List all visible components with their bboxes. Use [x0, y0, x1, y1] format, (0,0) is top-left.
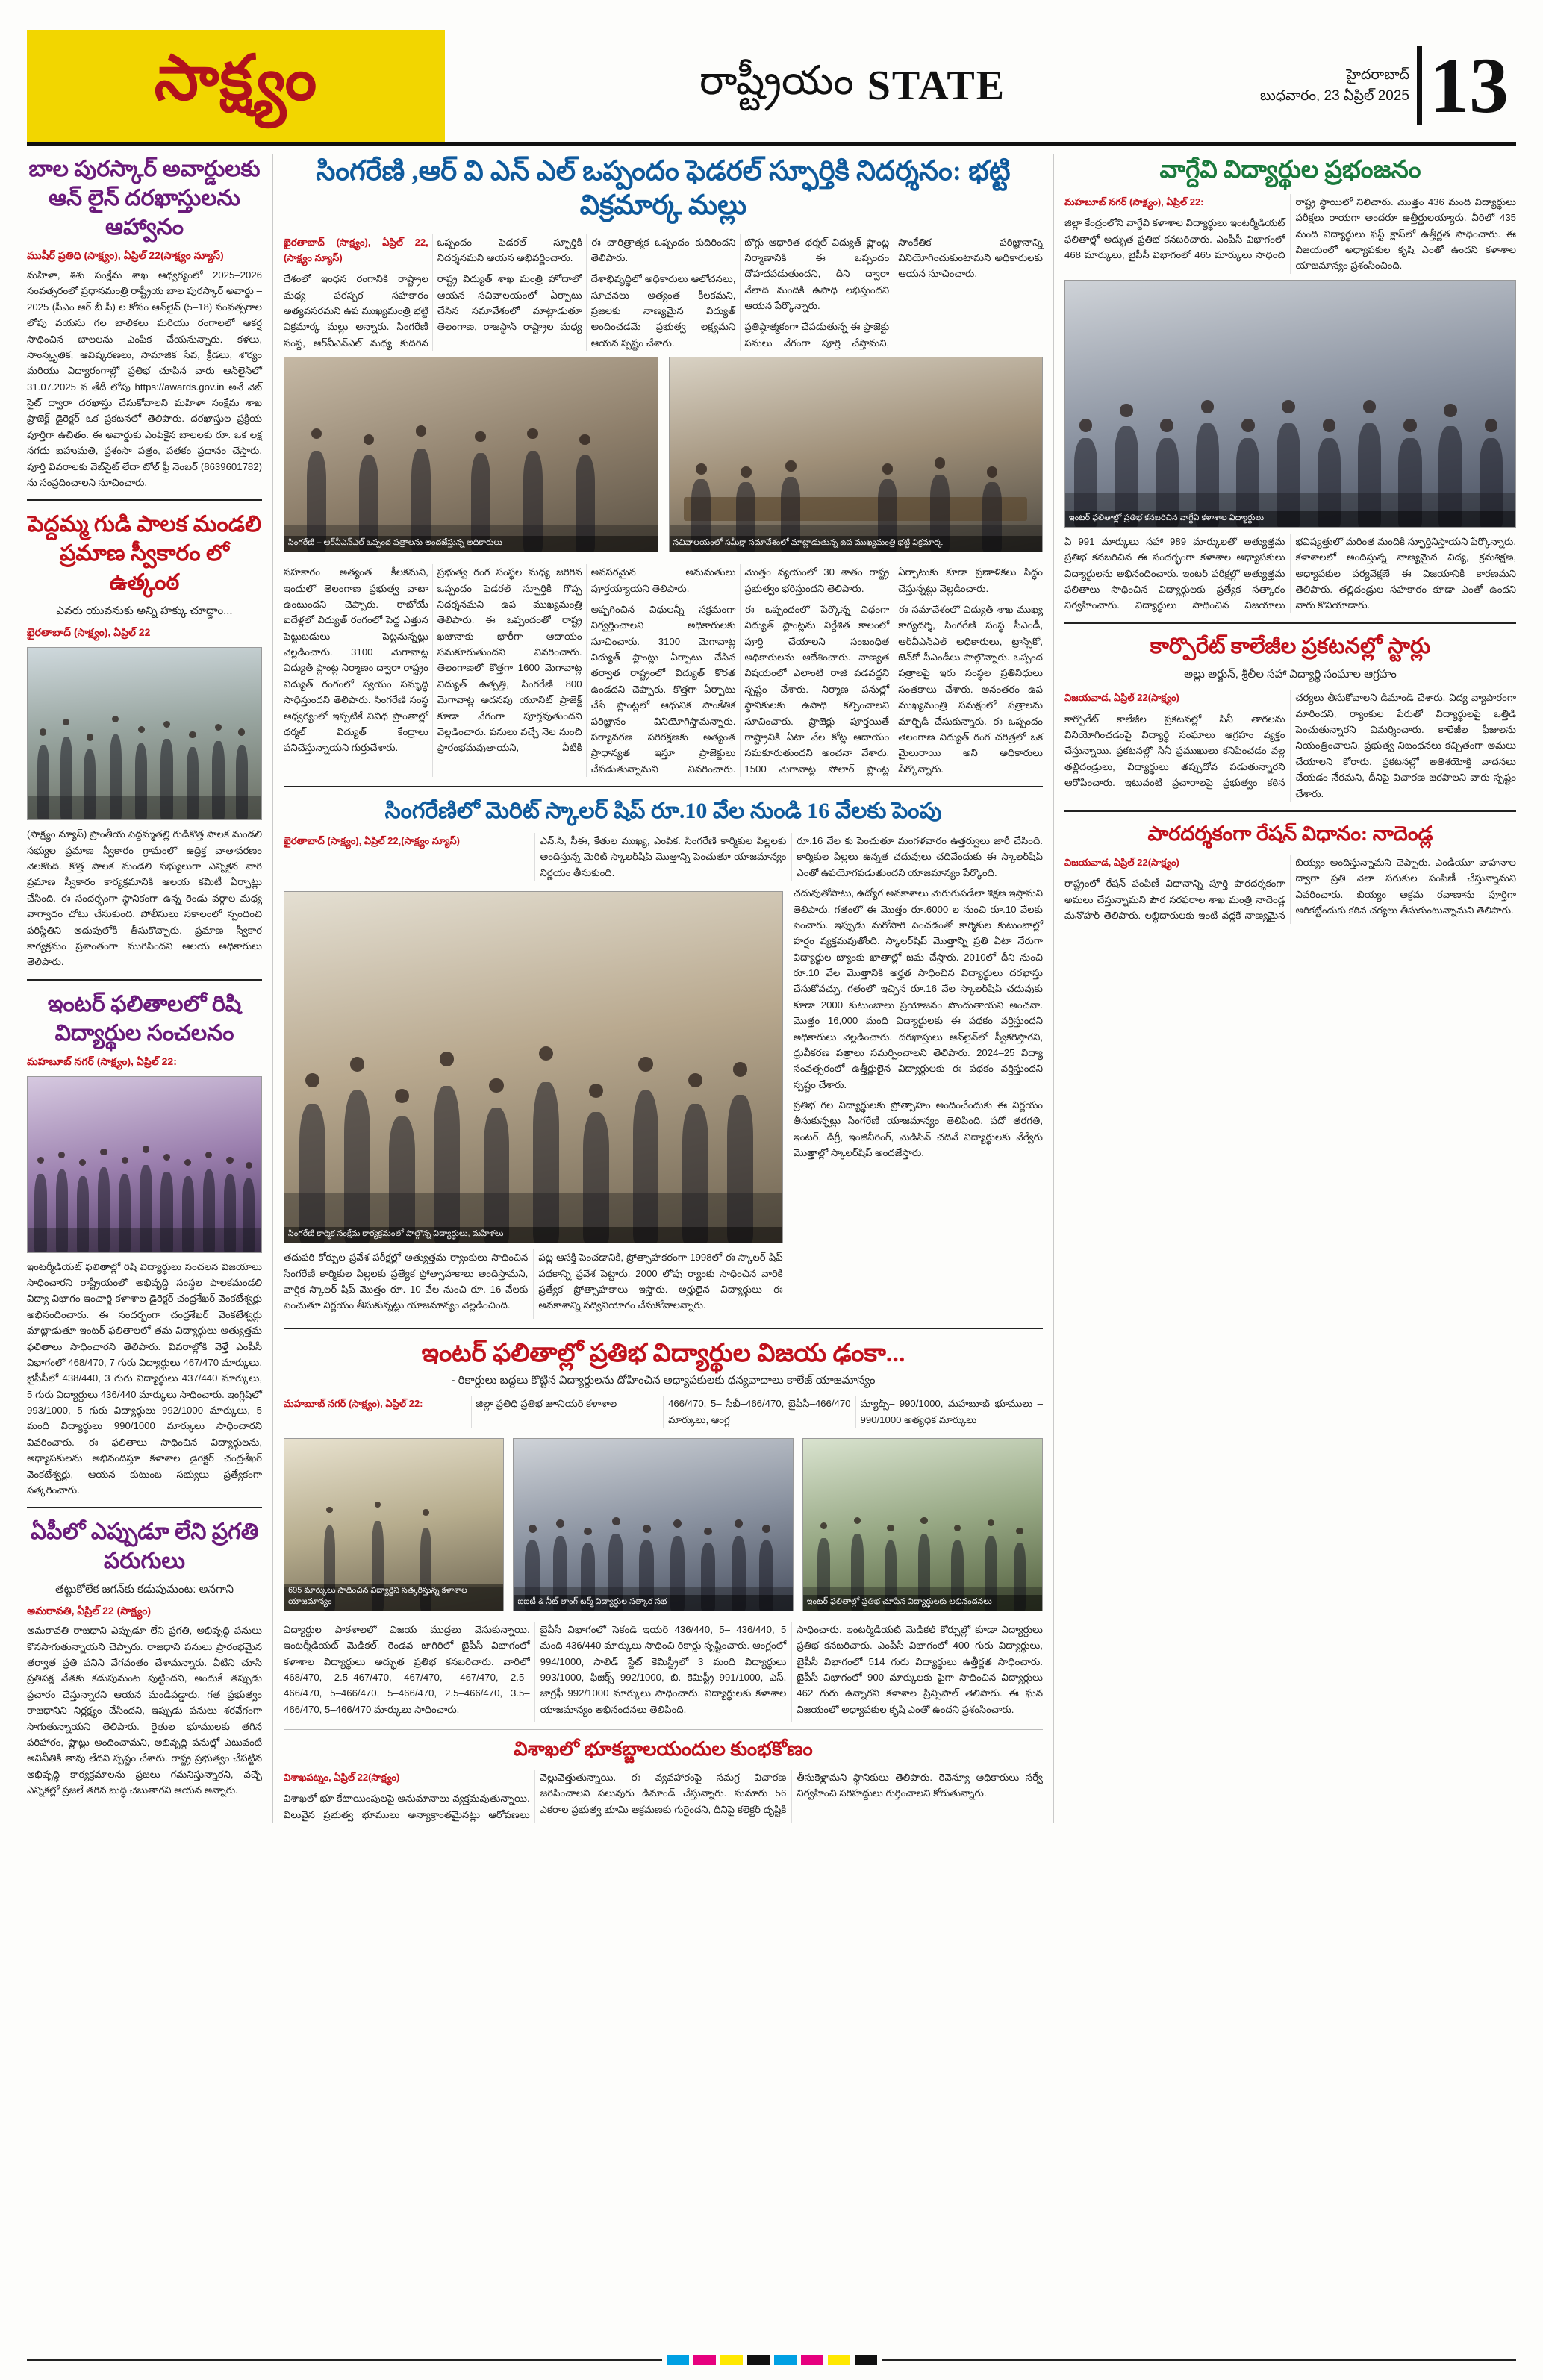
vizag-text: విశాఖలో భూ కేటాయింపులపై అనుమానాలు వ్యక్తమవుతున్నాయి. విలువైన ప్రభుత్వ భూములు అన్యాక్రాంతమైనట్లు ఆరోపణలు వెల్లువెత్తుతున్నాయి. ఈ వ్యవహారంపై సమగ్ర విచారణ జరిపించాలని పలువురు డిమాండ్ చేస్తున్నారు. సుమారు 56 ఎకరాల ప్రభుత్వ భూమి ఆక్రమణకు గురైందని, దీనిపై కలెక్టర్ దృష్టికి తీసుకెళ్లామని స్థానికులు తెలిపారు. రెవెన్యూ అధికారులు సర్వే నిర్వహించి సరిహద్దులు గుర్తించాలని కోరుతున్నారు. — [284, 1771, 1043, 1820]
story-headline: కార్పొరేట్ కాలేజీల ప్రకటనల్లో స్టార్లు — [1150, 634, 1431, 658]
story-headline: పారదర్శకంగా రేషన్ విధానం: నాదెండ్ల — [1147, 822, 1433, 845]
lead-intro-5: ప్రతిష్ఠాత్మకంగా చేపడుతున్న ఈ ప్రాజెక్టు పనులు వేగంగా పూర్తి చేస్తామని, సాంకేతిక పరిజ్ఞానాన్ని వినియోగించుకుంటామని అధికారులకు ఆయన సూచించారు. — [744, 236, 1043, 349]
lead-headline: సింగరేణి ,ఆర్ వి ఎన్ ఎల్ ఒప్పందం ఫెడరల్ స్ఫూర్తికి నిదర్శనం: భట్టి విక్రమార్క మల్లు — [316, 156, 1011, 222]
corporate-text: కార్పొరేట్ కాలేజీల ప్రకటనల్లో సినీ తారలను వినియోగించడంపై విద్యార్థి సంఘాలు ఆగ్రహం వ్యక్తం చేస్తున్నాయి. ప్రకటనల్లో సినీ ప్రముఖులు కనిపించడం వల్ల తల్లిదండ్రులు, విద్యార్థులు తప్పుదోవ పడుతున్నారని ఆరోపించారు. ఇటువంటి ప్రచారాలపై ప్రభుత్వం కఠిన చర్యలు తీసుకోవాలని డిమాండ్ చేశారు. విద్య వ్యాపారంగా మారిందని, ర్యాంకుల పేరుతో విద్యార్థులపై ఒత్తిడి పెంచుతున్నారని విమర్శించారు. కాలేజీల ఫీజులను నియంత్రించాలని, ప్రభుత్వ నిబంధనలు కచ్చితంగా అమలు చేయాలని కోరారు. ప్రకటనల్లో అతిశయోక్తి వాదనలు చేయడం నేరమని, దీనిపై విచారణ జరపాలని వారు స్పష్టం చేశారు. — [1064, 692, 1516, 799]
scholarship-intro-1: ఎన్.సి, సీఈ, కేతుల ముఖ్య, ఎంపిక. సింగరేణి కార్మికుల పిల్లలకు అందిస్తున్న మెరిట్ స్కాలర్‌షిప్ మొత్తాన్ని పెంచుతూ యాజమాన్యం నిర్ణయం తీసుకుంది. — [540, 835, 787, 878]
story-byline: విశాఖపట్నం, ఏప్రిల్ 22(సాక్ష్యం) — [284, 1771, 400, 1783]
story-body: (సాక్ష్యం న్యూస్) ప్రాంతీయ పెద్దమ్మతల్లి గుడికొత్త పాలక మండలి సభ్యుల ప్రమాణ స్వీకారం గ్రామంలో ఉద్రిక్త వాతావరణం నెలకొంది. కొత్త పాలక మండలి సభ్యులుగా ఎన్నికైన వారి ప్రమాణ స్వీకారం కార్యక్రమానికి ఆలయ కమిటీ ఏర్పాట్లు చేసింది. ఈ సందర్భంగా స్థానికంగా ఉన్న రెండు వర్గాల మధ్య వాగ్వాదం చోటు చేసుకుంది. పోలీసులు సకాలంలో స్పందించి పరిస్థితిని అదుపులోకి తీసుకొచ్చారు. ప్రమాణ స్వీకార కార్యక్రమం ప్రశాంతంగా ముగిసిందని ఆలయ అధికారులు తెలిపారు. — [27, 828, 262, 968]
lead-body-3: అప్పగించిన విధులన్నీ సక్రమంగా నిర్వర్తించాలని అధికారులకు సూచించారు. 3100 మెగావాట్ల విద్యుత్ ప్లాంట్లు ఏర్పాటు చేసిన తర్వాత రాష్ట్రంలో విద్యుత్ కొరత ఉండదని చెప్పారు. కొత్తగా ఏర్పాటు చేసే ప్లాంట్లలో ఆధునిక సాంకేతిక పరిజ్ఞానం వినియోగిస్తామన్నారు. పర్యావరణ పరిరక్షణకు అత్యంత ప్రాధాన్యత ఇస్తూ ప్రాజెక్టులు చేపడుతున్నామని వివరించారు. మొత్తం వ్యయంలో 30 శాతం రాష్ట్ర ప్రభుత్వం భరిస్తుందని తెలిపారు. — [590, 566, 890, 775]
color-swatch — [667, 2355, 689, 2365]
divider — [27, 979, 262, 981]
story-kicker: తట్టుకోలేక జగన్‌కు కడుపుమంట: అనగాని — [55, 1583, 234, 1596]
color-swatch — [774, 2355, 797, 2365]
inter-photo-2 — [513, 1438, 793, 1611]
lead-photo-meeting — [669, 357, 1044, 552]
story-byline: ఖైరతాబాద్ (సాక్ష్యం), ఏప్రిల్ 22 — [27, 626, 151, 639]
divider — [284, 786, 1043, 787]
story-corporate-colleges — [1064, 633, 1516, 802]
story-inter-results — [284, 1338, 1043, 1723]
scholarship-photo — [284, 891, 783, 1243]
divider — [1064, 810, 1516, 812]
divider — [27, 499, 262, 501]
divider — [27, 1507, 262, 1508]
lead-intro-4: బొగ్గు ఆధారిత థర్మల్ విద్యుత్ ప్లాంట్ల నిర్మాణానికి ఈ ఒప్పందం దోహదపడుతుందని, దీని ద్వారా వేలాది మందికి ఉపాధి లభిస్తుందని ఆయన పేర్కొన్నారు. — [744, 236, 890, 311]
story-headline: పెద్దమ్మ గుడి పాలక మండలి ప్రమాణ స్వీకారం లో ఉత్కంఠ — [28, 512, 261, 596]
divider — [284, 1328, 1043, 1329]
ration-text: రాష్ట్రంలో రేషన్ పంపిణీ విధానాన్ని పూర్తి పారదర్శకంగా అమలు చేస్తున్నామని పౌర సరఫరాల శాఖ మంత్రి నాదెండ్ల మనోహర్ తెలిపారు. లబ్ధిదారులకు ఇంటి వద్దకే నాణ్యమైన బియ్యం అందిస్తున్నామని చెప్పారు. ఎండీయూ వాహనాల ద్వారా ప్రతి నెలా సరుకుల పంపిణీ చేస్తున్నామని వివరించారు. బియ్యం అక్రమ రవాణాను పూర్తిగా అరికట్టేందుకు కఠిన చర్యలు తీసుకుంటున్నామని తెలిపారు. — [1064, 857, 1516, 922]
scholarship-photo-text — [284, 885, 1043, 1319]
right-column — [1053, 154, 1516, 1823]
color-swatch — [855, 2355, 877, 2365]
vagdevi-intro — [1064, 194, 1516, 274]
vizag-body — [284, 1770, 1043, 1823]
story-singareni-rvnl — [284, 154, 1043, 777]
story-singareni-scholarship — [284, 796, 1043, 1319]
scholarship-tail-1: తదుపరి కోర్సుల ప్రవేశ పరీక్షల్లో అత్యుత్తమ ర్యాంకులు సాధించిన సింగరేణి కార్మికుల పిల్లలకు ప్రత్యేక ప్రోత్సాహకాలు అందిస్తామని, వార్షిక స్కాలర్ షిప్ మొత్తం రూ. 10 వేల నుంచి రూ. 16 వేలకు పెంచుతూ నిర్ణయం తీసుకున్నట్లు యాజమాన్యం వెల్లడించింది. — [284, 1252, 529, 1311]
masthead-date: బుధవారం, 23 ఏప్రిల్ 2025 — [1259, 88, 1409, 104]
story-photo — [27, 1076, 262, 1253]
story-byline: మహబూబ్ నగర్ (సాక్ష్యం), ఏప్రిల్ 22: — [1064, 196, 1204, 207]
story-vagdevi — [1064, 154, 1516, 613]
masthead-section-telugu: రాష్ట్రీయం — [699, 58, 854, 103]
inter-photo-3 — [802, 1438, 1043, 1611]
story-kicker: ఎవరు యువనుకు అన్ని హక్కు చూద్దాం... — [56, 605, 233, 618]
story-byline: మహబూబ్ నగర్ (సాక్ష్యం), ఏప్రిల్ 22: — [27, 1055, 177, 1067]
story-ration — [1064, 821, 1516, 924]
story-bala-puraskar — [27, 154, 262, 490]
photo-caption: సింగరేణి – ఆర్‌వీఎన్‌ఎల్ ఒప్పంద పత్రాలను అందజేస్తున్న అధికారులు — [284, 536, 658, 552]
scholarship-tail — [284, 1249, 783, 1319]
masthead-section-english: STATE — [867, 63, 1006, 109]
inter-photo-row — [284, 1432, 1043, 1617]
color-swatch — [747, 2355, 770, 2365]
left-column — [27, 154, 273, 1823]
photo-caption: ఇంటర్ ఫలితాల్లో ప్రతిభ చూపిన విద్యార్థులకు అభినందనలు — [803, 1595, 1042, 1611]
story-peddamma-gudi — [27, 510, 262, 969]
lead-body-5: ఈ సమావేశంలో విద్యుత్ శాఖ ముఖ్య కార్యదర్శి, సింగరేణి సంస్థ సీఎండీ, ఆర్‌వీఎన్‌ఎల్ అధికారులు, ట్రాన్స్‌కో, జెన్‌కో సీఎండీలు పాల్గొన్నారు. ఒప్పంద పత్రాలపై ఇరు సంస్థల ప్రతినిధులు సంతకాలు చేశారు. అనంతరం ఉప ముఖ్యమంత్రి సమక్షంలో పత్రాలను మార్పిడి చేసుకున్నారు. ఈ ఒప్పందం తెలంగాణ విద్యుత్ రంగ చరిత్రలో ఒక మైలురాయి అని అధికారులు పేర్కొన్నారు. — [898, 603, 1043, 775]
lead-intro-columns — [284, 234, 1043, 352]
story-headline: ఏపీలో ఎప్పుడూ లేని ప్రగతి పరుగులు — [30, 1519, 259, 1574]
inter-scores-1: 466/470, 5– సీబీ–466/470, బైపీసీ–466/470 మార్కులు, ఆంగ్ల — [668, 1398, 851, 1425]
page-number: 13 — [1417, 46, 1509, 125]
divider — [284, 1729, 1043, 1730]
inter-tail-2: బైపీసీ విభాగంలో సెకండ్ ఇయర్ 436/440, 5– 436/440, 5 మంది 436/440 మార్కులు సాధించి రికార్డు సృష్టించారు. ఆంగ్లంలో 994/1000, సాలిడ్ స్టేట్ కెమిస్ట్రీలో 3 మంది విద్యార్థులు 993/1000, ఫిజిక్స్ 992/1000, బి. కెమిస్ట్రీ–991/1000, ఎస్. జాగ్రఫీ 992/1000 మార్కులు సాధించారు. విద్యార్థులకు కళాశాల యాజమాన్యం అభినందనలు తెలిపింది. — [540, 1623, 787, 1715]
story-byline: మహబూబ్ నగర్ (సాక్ష్యం), ఏప్రిల్ 22: — [284, 1398, 423, 1410]
photo-caption: ఐఐటీ & నీట్ లాంగ్ టర్మ్ విద్యార్థుల సత్కార సభ — [514, 1595, 792, 1611]
photo-caption: సింగరేణి కార్మిక సంక్షేమ కార్యక్రమంలో పాల్గొన్న విద్యార్థులు, మహిళలు — [284, 1227, 782, 1243]
story-headline: బాల పురస్కార్ అవార్డులకు ఆన్ లైన్ దరఖాస్తులను ఆహ్వానం — [28, 157, 261, 240]
lead-photo-handover — [284, 357, 658, 552]
story-headline: ఇంటర్ ఫలితాలలో రిషి విద్యార్థుల సంచలనం — [47, 991, 242, 1046]
scholarship-intro — [284, 833, 1043, 881]
lead-body-2: ప్రభుత్వ రంగ సంస్థల మధ్య జరిగిన ఒప్పందం ఫెడరల్ స్ఫూర్తికి గొప్ప నిదర్శనమని ఉప ముఖ్యమంత్రి తెలిపారు. ఈ ఒప్పందంతో రాష్ట్ర ఖజానాకు భారీగా ఆదాయం సమకూరుతుందని వివరించారు. తెలంగాణలో కొత్తగా 1600 మెగావాట్ల విద్యుత్ ఉత్పత్తి, సింగరేణి 800 మెగావాట్ల అదనపు యూనిట్ ప్రాజెక్ట్ కూడా వేగంగా పూర్తవుతుందని వెల్లడించారు. పనులు వచ్చే నెల నుంచి ప్రారంభమవుతాయని, వీటికి అవసరమైన అనుమతులు పూర్తయ్యాయని తెలిపారు. — [437, 566, 736, 754]
inter-tail — [284, 1622, 1043, 1722]
story-byline: ముషీర్ ప్రతిధి (సాక్ష్యం), ఏప్రిల్ 22(సాక్ష్యం న్యూస్) — [27, 249, 224, 261]
story-ap-pragathi — [27, 1517, 262, 1798]
middle-column — [273, 154, 1053, 1823]
story-byline: విజయవాడ, ఏప్రిల్ 22(సాక్ష్యం) — [1064, 857, 1179, 869]
page-grid — [27, 154, 1516, 1823]
masthead-logo-text: సాక్ష్యం — [154, 43, 318, 113]
lead-photo-row — [284, 351, 1043, 558]
vagdevi-text: జిల్లా కేంద్రంలోని వాగ్దేవి కళాశాల విద్యార్థులు ఇంటర్మీడియట్ ఫలితాల్లో అద్భుత ప్రతిభ కనబరిచారు. ఎంపీసీ విభాగంలో 468 మార్కులు, బైపీసీ విభాగంలో 465 మార్కులు సాధించి రాష్ట్ర స్థాయిలో నిలిచారు. మొత్తం 436 మంది విద్యార్థులు పరీక్షలు రాయగా అందరూ ఉత్తీర్ణులయ్యారు. వీరిలో 435 మంది విద్యార్థులు ఫస్ట్ క్లాస్‌లో ఉత్తీర్ణత సాధించారు. ఈ విజయంలో అధ్యాపకుల కృషి ఎంతో ఉందని కళాశాల యాజమాన్యం ప్రశంసించింది. — [1064, 196, 1516, 272]
scholarship-intro-2: రూ.16 వేల కు పెంచుతూ మంగళవారం ఉత్తర్వులు జారీ చేసింది. కార్మికుల పిల్లలు ఉన్నత చదువులు చదివేందుకు ఈ స్కాలర్‌షిప్ ఎంతో ఉపయోగపడుతుందని యాజమాన్యం పేర్కొంది. — [797, 835, 1043, 878]
lead-byline: ఖైరతాబాద్ (సాక్ష్యం), ఏప్రిల్ 22,(సాక్ష్యం న్యూస్) — [284, 236, 428, 263]
lead-body-1: సహకారం అత్యంత కీలకమని, ఇందులో తెలంగాణ ప్రభుత్వ వాటా ఉంటుందని చెప్పారు. రాబోయే ఐదేళ్లలో విద్యుత్ రంగంలో పెద్ద ఎత్తున పెట్టుబడులు పెట్టనున్నట్లు వెల్లడించారు. 3100 మెగావాట్ల విద్యుత్ ప్లాంట్ల నిర్మాణం ద్వారా రాష్ట్రం విద్యుత్ రంగంలో స్వయం సమృద్ధి సాధిస్తుందని తెలిపారు. సింగరేణి సంస్థ ఆధ్వర్యంలో ఇప్పటికే వివిధ ప్రాంతాల్లో థర్మల్ విద్యుత్ కేంద్రాలు పనిచేస్తున్నాయని గుర్తుచేశారు. — [284, 566, 428, 754]
color-swatch — [693, 2355, 716, 2365]
story-byline: అమరావతి, ఏప్రిల్ 22 (సాక్ష్యం) — [27, 1605, 151, 1617]
color-swatch — [801, 2355, 823, 2365]
inter-intro — [284, 1396, 1043, 1428]
inter-photo-1 — [284, 1438, 504, 1611]
masthead-section-title — [445, 30, 1260, 142]
masthead-logo — [27, 30, 445, 142]
vagdevi-photo — [1064, 280, 1516, 528]
story-body: మహిళా, శిశు సంక్షేమ శాఖ ఆధ్వర్యంలో 2025–2026 సంవత్సరంలో ప్రధానమంత్రి రాష్ట్రీయ బాల పురస్కార్ అవార్డు –2025 (పీఎం ఆర్ బీ పీ) ల కోసం ఆన్‌లైన్ (5–18) సంవత్సరాల లోపు వయసు గల బాలికలు మరియు రంగాలలో ఆకర్ష సాధించిన బాలలను ఎంపిక చేయనున్నారు. కళలు, సాంస్కృతిక, ఆవిష్కరణలు, సామాజిక సేవ, క్రీడలు, శౌర్యం మరియు విద్యారంగాల్లో ప్రతిభ చూపిన వారు ఆన్‌లైన్‌లో 31.07.2025 వ తేదీ లోపు https://awards.gov.in అనే వెబ్ సైట్ ద్వారా దరఖాస్తు చేసుకోవాలని మహిళా సంక్షేమ శాఖ ప్రాజెక్ట్ డైరెక్టర్ ఒక ప్రకటనలో తెలిపారు. దరఖాస్తుల ప్రక్రియ పూర్తిగా ఉచితం. ఈ అవార్డుకు ఎంపికైన బాలలకు రూ. ఒక లక్ష నగదు బహుమతి, ప్రశంసా పత్రం, పతకం ప్రధానం చేస్తారు. పూర్తి వివరాలకు వెబ్‌సైట్ లేదా టోల్ ఫ్రీ నెంబర్ (8639601782) ను సంప్రదించాలని సూచించారు. — [27, 269, 262, 488]
photo-caption: ఇంటర్ ఫలితాల్లో ప్రతిభ కనబరిచిన వాగ్దేవి కళాశాల విద్యార్థులు — [1065, 511, 1515, 527]
lead-body-columns — [284, 564, 1043, 777]
story-headline: విశాఖలో భూకబ్జాలయందుల కుంభకోణం — [514, 1738, 813, 1761]
masthead — [27, 30, 1516, 146]
scholarship-tail-2: పట్ల ఆసక్తి పెంచడానికి, ప్రోత్సాహకరంగా 1998లో ఈ స్కాలర్ షిప్ పథకాన్ని ప్రవేశ పెట్టారు. 2000 లోపు ర్యాంకు సాధించిన వారికి ప్రత్యేక ప్రోత్సాహకాలు ఇస్తారు. అర్హులైన విద్యార్థులు ఈ అవకాశాన్ని సద్వినియోగం చేసుకోవాలన్నారు. — [538, 1252, 783, 1311]
story-byline: ఖైరతాబాద్ (సాక్ష్యం), ఏప్రిల్ 22,(సాక్ష్యం న్యూస్) — [284, 835, 460, 846]
lead-intro-1: దేశంలో ఇంధన రంగానికి రాష్ట్రాల మధ్య పరస్పర సహకారం అత్యవసరమని ఉప ముఖ్యమంత్రి భట్టి విక్రమార్క మల్లు అన్నారు. సింగరేణి సంస్థ, ఆర్‌వీఎన్‌ఎల్ మధ్య కుదిరిన ఒప్పందం ఫెడరల్ స్ఫూర్తికి నిదర్శనమని ఆయన అభివర్ణించారు. — [284, 236, 582, 349]
masthead-dateline — [1260, 65, 1409, 107]
lead-intro-3: దేశాభివృద్ధిలో అధికారులు ఆలోచనలు, సూచనలు అత్యంత కీలకమని, ప్రజలకు నాణ్యమైన విద్యుత్ అందించడమే ప్రభుత్వ లక్ష్యమని ఆయన స్పష్టం చేశారు. — [590, 273, 736, 349]
vagdevi-body2: ఏ 991 మార్కులు సహా 989 మార్కులతో అత్యుత్తమ ప్రతిభ కనబరిచిన ఈ సందర్భంగా కళాశాల అధ్యాపకులు విద్యార్థులను అభినందించారు. ఇంటర్ పరీక్షల్లో అత్యుత్తమ ఫలితాలు సాధించిన విద్యార్థులకు ప్రత్యేక సత్కారం నిర్వహించారు. విద్యార్థులు సాధించిన విజయాలు భవిష్యత్తులో మరింత మందికి స్ఫూర్తినిస్తాయని పేర్కొన్నారు. కళాశాలలో అందిస్తున్న నాణ్యమైన విద్య, క్రమశిక్షణ, అధ్యాపకుల పర్యవేక్షణే ఈ విజయానికి కారణమని తెలిపారు. తల్లిదండ్రుల సహకారం కూడా ఎంతో ఉందని వారు కొనియాడారు. — [1064, 535, 1516, 611]
ration-body — [1064, 855, 1516, 924]
story-headline: వాగ్దేవి విద్యార్థుల ప్రభంజనం — [1159, 157, 1421, 184]
story-byline: విజయవాడ, ఏప్రిల్ 22(సాక్ష్యం) — [1064, 692, 1179, 704]
registration-color-bar — [27, 2353, 1516, 2367]
story-headline: ఇంటర్ ఫలితాల్లో ప్రతిభ విద్యార్థుల విజయ ఢంకా... — [421, 1339, 905, 1367]
scholarship-body-4: ప్రతిభ గల విద్యార్థులకు ప్రోత్సాహం అందించేందుకు ఈ నిర్ణయం తీసుకున్నట్లు సింగరేణి యాజమాన్యం తెలిపింది. పదో తరగతి, ఇంటర్, డిగ్రీ, ఇంజినీరింగ్, మెడిసిన్ చదివే విద్యార్థులకు వేర్వేరు మొత్తాల్లో స్కాలర్‌షిప్ అందజేస్తారు. — [793, 1099, 1043, 1159]
inter-sub: జిల్లా ప్రతిధి ప్రతిభ జూనియర్ కళాశాల — [476, 1398, 617, 1410]
color-swatch — [720, 2355, 743, 2365]
story-photo — [27, 647, 262, 820]
photo-caption: సచివాలయంలో సమీక్షా సమావేశంలో మాట్లాడుతున్న ఉప ముఖ్యమంత్రి భట్టి విక్రమార్క — [670, 536, 1043, 552]
corporate-body — [1064, 690, 1516, 802]
story-inter-rishi — [27, 990, 262, 1499]
photo-caption: 695 మార్కులు సాధించిన విద్యార్థిని సత్కరిస్తున్న కళాశాల యాజమాన్యం — [284, 1584, 503, 1611]
footer-rule-right — [882, 2359, 1517, 2361]
divider — [1064, 622, 1516, 624]
masthead-edition: హైదరాబాద్ — [1346, 66, 1409, 83]
story-kicker: అల్లు అర్జున్, శ్రీలీల సహా విద్యార్థి సంఘాల ఆగ్రహం — [1184, 668, 1397, 681]
color-swatch — [828, 2355, 850, 2365]
story-body: ఇంటర్మీడియట్ ఫలితాల్లో రిషి విద్యార్థులు సంచలన విజయాలు సాధించారని రాష్ట్రీయంలో అభివృద్ధి సంస్థల పాలకమండలి విద్యా విభాగం ఇంచార్జి కళాశాల డైరెక్టర్ చంద్రశేఖర్ వెంకటేశ్వర్లు అభినందించారు. ఈ సందర్భంగా చంద్రశేఖర్ వెంకటేశ్వర్లు మాట్లాడుతూ ఇంటర్ ఫలితాలలో తమ విద్యార్థులు అత్యుత్తమ ఫలితాలు సాధించారని తెలిపారు. వివరాల్లోకి వెళ్తే ఎంపీసీ విభాగంలో 468/470, 7 గురు విద్యార్థులు 467/470 మార్కులు, బైపీసీలో 438/440, 3 గురు విద్యార్థులు 437/440 మార్కులు, 5 గురు విద్యార్థులు 436/440 మార్కులు సాధించారు. ఇంగ్లిష్‌లో 993/1000, 5 గురు విద్యార్థులు 992/1000 మార్కులు, 5 మంది విద్యార్థులు 990/1000 మార్కులు సాధించారని వివరించారు. ఈ ఫలితాలు సాధించిన విద్యార్థులను, అధ్యాపకులను అభినందిస్తూ కళాశాల డైరెక్టర్ చంద్రశేఖర్ వెంకటేశ్వర్లు, ఆయన కుటుంబ సభ్యులు ప్రత్యేకంగా సత్కరించారు. — [27, 1261, 262, 1496]
inter-tail-1: విద్యార్థుల పాఠశాలలో విజయ ముద్రలు వేసుకున్నాయి. ఇంటర్మీడియట్ మెడికల్, రెండవ జాగిరిలో బైపీసీ విభాగంలో కళాశాల విద్యార్థులు అద్భుత ప్రతిభ కనబరిచారు. వారిలో 468/470, 2.5–467/470, 467/470, –467/470, 2.5–466/470, 5–466/470, 5–466/470, 2.5–466/470, 3.5–466/470, 5–466/470 మార్కులు సాధించారు. — [284, 1623, 530, 1715]
masthead-right — [1260, 30, 1516, 142]
lead-intro-2: రాష్ట్ర విద్యుత్ శాఖ మంత్రి హోదాలో ఆయన సచివాలయంలో ఏర్పాటు చేసిన సమావేశంలో మాట్లాడుతూ తెలంగాణ, రాజస్థాన్ రాష్ట్రాల మధ్య ఈ చారిత్రాత్మక ఒప్పందం కుదిరిందని తెలిపారు. — [437, 236, 736, 333]
inter-scores-2: మ్యాథ్స్– 990/1000, మహబూబ్ భూములు – 990/1000 అత్యధిక మార్కులు — [860, 1398, 1043, 1425]
story-kicker: - రికార్డులు బద్దలు కొట్టిన విద్యార్థులను దోహించిన అధ్యాపకులకు ధన్యవాదాలు కాలేజ్ యాజమాన్యం — [451, 1374, 876, 1387]
footer-rule-left — [27, 2359, 662, 2361]
lead-body-4: ఈ ఒప్పందంలో పేర్కొన్న విధంగా విద్యుత్ ప్లాంట్లను నిర్దేశిత కాలంలో పూర్తి చేయాలని సంబంధిత అధికారులను ఆదేశించారు. నాణ్యత విషయంలో ఎలాంటి రాజీ పడవద్దని స్పష్టం చేశారు. నిర్మాణ పనుల్లో స్థానికులకు ఉపాధి కల్పించాలని సూచించారు. ప్రాజెక్టు పూర్తయితే రాష్ట్రానికి ఏటా వేల కోట్ల ఆదాయం సమకూరుతుందని అంచనా వేశారు. 1500 మెగావాట్ల సోలార్ ప్లాంట్ల ఏర్పాటుకు కూడా ప్రణాళికలు సిద్ధం చేస్తున్నట్లు వెల్లడించారు. — [744, 566, 1043, 775]
scholarship-body-3: చదువుతోపాటు, ఉద్యోగ అవకాశాలు మెరుగుపడేలా శిక్షణ ఇస్తామని తెలిపారు. గతంలో ఈ మొత్తం రూ.6000 ల నుంచి రూ.10 వేలకు పెంచారు. ఇప్పుడు మరోసారి పెంచడంతో కార్మికుల కుటుంబాల్లో హర్షం వ్యక్తమవుతోంది. స్కాలర్‌షిప్ మొత్తాన్ని ప్రతి ఏటా నేరుగా విద్యార్థుల బ్యాంకు ఖాతాల్లో జమ చేస్తారు. 2010లో దీని నుంచి రూ.10 వేల మొత్తానికి అర్హత సాధించిన విద్యార్థులు దరఖాస్తు చేసుకోవచ్చు. గతంలో ఇచ్చిన రూ.16 వేల స్కాలర్‌షిప్ చదువుకు కూడా 2000 కుటుంబాలు ప్రయోజనం పొందుతాయని అంచనా. మొత్తం 16,000 మంది విద్యార్థులకు ఈ పథకం వర్తిస్తుందని అధికారులు వెల్లడించారు. దరఖాస్తులు ఆన్‌లైన్‌లో స్వీకరిస్తారని, ధ్రువీకరణ పత్రాలు సమర్పించాలని తెలిపారు. 2024–25 విద్యా సంవత్సరంలో ఉత్తీర్ణులైన విద్యార్థులకు ఈ పథకం వర్తిస్తుందని స్పష్టం చేశారు. — [793, 887, 1043, 1090]
story-body: అమరావతి రాజధాని ఎప్పుడూ లేని ప్రగతి, అభివృద్ధి పనులు కొనసాగుతున్నాయని చెప్పారు. రాజధాని పనులు ప్రారంభమైన తర్వాత ప్రతి పనిని వేగవంతం చేశామన్నారు. వీటిని చూసి ప్రతిపక్ష నేతకు కడుపుమంట పుట్టిందని, అందుకే తప్పుడు ప్రచారం చేస్తున్నారని ఆయన మండిపడ్డారు. గత ప్రభుత్వం రాజధానిని నిర్లక్ష్యం చేసిందని, ఇప్పుడు పనులు శరవేగంగా సాగుతున్నాయని తెలిపారు. రైతుల భూములకు తగిన పరిహారం, ప్లాట్లు అందించామని, అభివృద్ధి పనుల్లో ఎటువంటి అవినీతికి తావు లేదని స్పష్టం చేశారు. రాష్ట్ర ప్రభుత్వం చేపట్టిన అభివృద్ధి కార్యక్రమాలను ప్రజలు గమనిస్తున్నారని, వచ్చే ఎన్నికల్లో ప్రజలే తగిన బుద్ధి చెబుతారని ఆయన అన్నారు. — [27, 1625, 262, 1796]
story-headline: సింగరేణిలో మెరిట్ స్కాలర్ షిప్ రూ.10 వేల నుండి 16 వేలకు పెంపు — [384, 799, 942, 823]
inter-tail-3: సాధించారు. ఇంటర్మీడియట్ మెడికల్ కోర్సుల్లో కూడా విద్యార్థులు ప్రతిభ కనబరిచారు. ఎంపీసీ విభాగంలో 400 గురు విద్యార్థులు, బైపీసీ విభాగంలో 514 గురు విద్యార్థులు ఉత్తీర్ణత సాధించారు. బైపీసీ విభాగంలో 900 మార్కులకు పైగా సాధించిన విద్యార్థులు 462 గురు ఉన్నారని కళాశాల ప్రిన్సిపాల్ తెలిపారు. ఈ ఘన విజయంలో అధ్యాపకుల కృషి ఎంతో ఉందని ప్రశంసించారు. — [797, 1623, 1043, 1715]
story-vizag-land — [284, 1737, 1043, 1823]
